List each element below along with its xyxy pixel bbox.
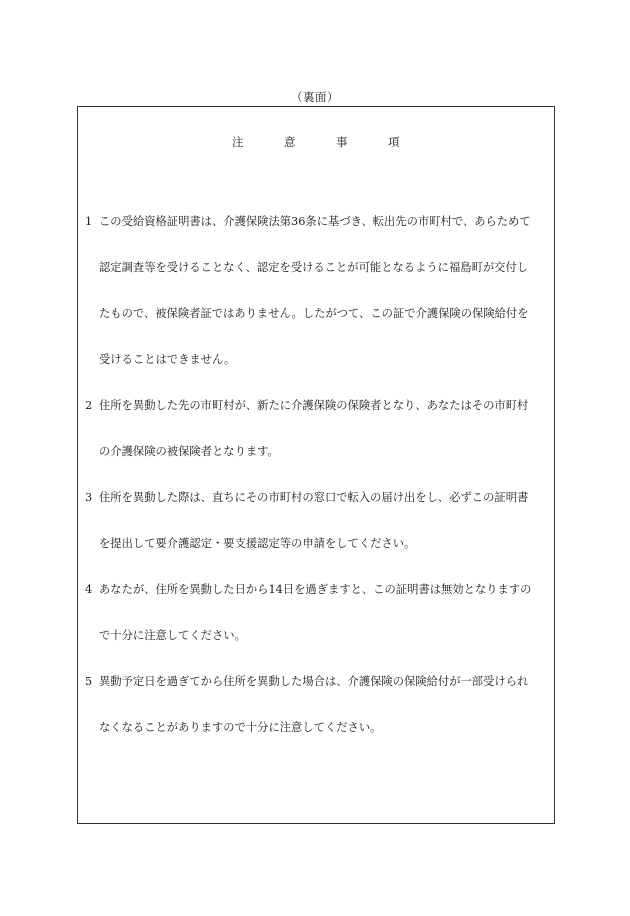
- item-body: [99, 199, 551, 383]
- notice-item-1: [85, 199, 551, 383]
- notice-item-4: [85, 567, 551, 659]
- item-line: 認定調査等を受けることなく、認定を受けることが可能となるように福島町が交付し: [99, 261, 529, 274]
- notice-item-2: [85, 383, 551, 475]
- item-line: で十分に注意してください。: [99, 629, 246, 642]
- item-line: 異動予定日を過ぎてから住所を異動した場合は、介護保険の保険給付が一部受けられ: [99, 675, 529, 688]
- item-number: 4: [85, 583, 93, 596]
- item-line: の介護保険の被保険者となります。: [99, 445, 279, 458]
- item-number: 1: [85, 215, 93, 228]
- item-line: この受給資格証明書は、介護保険法第36条に基づき、転出先の市町村で、あらためて: [99, 215, 531, 228]
- notice-item-5: [85, 659, 551, 751]
- page-side-label: （裏面）: [291, 90, 339, 104]
- item-line: たもので、被保険者証ではありません。したがつて、この証で介護保険の保険給付を: [99, 307, 529, 320]
- notice-heading: [78, 134, 554, 150]
- heading-char: 項: [388, 135, 400, 149]
- item-line: 住所を異動した際は、直ちにその市町村の窓口で転入の届け出をし、必ずこの証明書: [99, 491, 529, 504]
- item-line: を提出して要介護認定・要支援認定等の申請をしてください。: [99, 537, 416, 550]
- item-body: [99, 475, 551, 567]
- notice-item-3: [85, 475, 551, 567]
- item-line: 住所を異動した先の市町村が、新たに介護保険の保険者となり、あなたはその市町村: [99, 399, 529, 412]
- heading-char: 意: [284, 135, 296, 149]
- item-body: [99, 659, 551, 751]
- item-line: なくなることがありますので十分に注意してください。: [99, 721, 382, 734]
- item-line: あなたが、住所を異動した日から14日を過ぎますと、この証明書は無効となりますの: [99, 583, 532, 596]
- notice-items: [85, 199, 551, 751]
- item-number: 2: [85, 399, 93, 412]
- heading-char: 事: [336, 135, 348, 149]
- item-line: 受けることはできません。: [99, 353, 236, 366]
- item-number: 5: [85, 675, 93, 688]
- notice-frame: [77, 106, 555, 824]
- item-number: 3: [85, 491, 93, 504]
- item-body: [99, 383, 551, 475]
- item-body: [99, 567, 551, 659]
- heading-char: 注: [232, 135, 244, 149]
